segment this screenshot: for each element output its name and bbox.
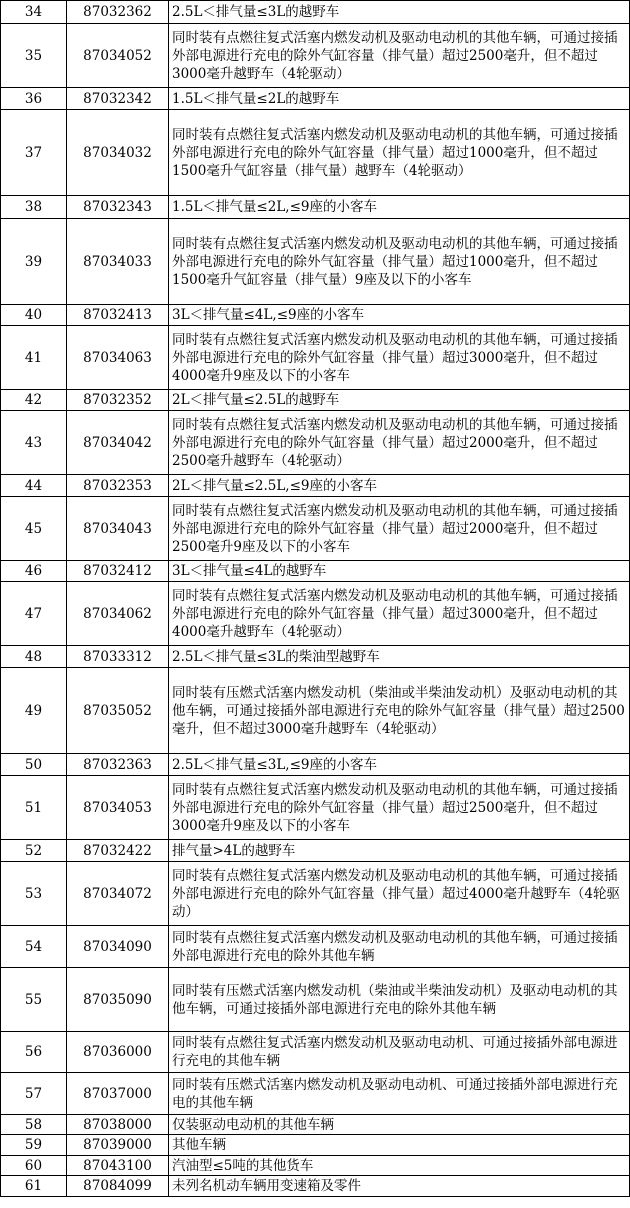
row-number-cell: 48 bbox=[1, 646, 67, 668]
description-cell: 3L＜排气量≤4L的越野车 bbox=[169, 561, 630, 582]
table-row bbox=[1, 411, 630, 475]
table-row bbox=[1, 668, 630, 754]
description-cell: 同时装有点燃往复式活塞内燃发动机及驱动电动机的其他车辆，可通过接插外部电源进行充电的除外气缸容量（排气量）超过2500毫升，但不超过3000毫升越野车（4轮驱动） bbox=[169, 24, 630, 88]
row-number-cell: 45 bbox=[1, 497, 67, 561]
description-cell: 2L＜排气量≤2.5L,≤9座的小客车 bbox=[169, 475, 630, 497]
description-cell: 同时装有点燃往复式活塞内燃发动机及驱动电动机的其他车辆，可通过接插外部电源进行充电的除外气缸容量（排气量）超过4000毫升越野车（4轮驱动） bbox=[169, 862, 630, 926]
tariff-code-cell: 87039000 bbox=[67, 1135, 169, 1156]
tariff-code-cell: 87032342 bbox=[67, 88, 169, 110]
table-row bbox=[1, 561, 630, 582]
tariff-code-cell: 87035090 bbox=[67, 968, 169, 1032]
tariff-code-cell: 87037000 bbox=[67, 1073, 169, 1115]
tariff-code-cell: 87032363 bbox=[67, 754, 169, 776]
tariff-code-cell: 87034053 bbox=[67, 776, 169, 840]
description-cell: 同时装有点燃往复式活塞内燃发动机及驱动电动机的其他车辆，可通过接插外部电源进行充电的除外气缸容量（排气量）超过2000毫升，但不超过2500毫升9座及以下的小客车 bbox=[169, 497, 630, 561]
tariff-code-cell: 87034043 bbox=[67, 497, 169, 561]
tariff-code-cell: 87034062 bbox=[67, 582, 169, 646]
row-number-cell: 50 bbox=[1, 754, 67, 776]
table-row bbox=[1, 646, 630, 668]
row-number-cell: 52 bbox=[1, 840, 67, 862]
description-cell: 1.5L＜排气量≤2L,≤9座的小客车 bbox=[169, 196, 630, 219]
table-row bbox=[1, 110, 630, 196]
tariff-code-cell: 87036000 bbox=[67, 1032, 169, 1073]
tariff-code-cell: 87034042 bbox=[67, 411, 169, 475]
description-cell: 3L＜排气量≤4L,≤9座的小客车 bbox=[169, 305, 630, 326]
row-number-cell: 56 bbox=[1, 1032, 67, 1073]
tariff-code-cell: 87034052 bbox=[67, 24, 169, 88]
description-cell: 排气量>4L的越野车 bbox=[169, 840, 630, 862]
row-number-cell: 57 bbox=[1, 1073, 67, 1115]
row-number-cell: 60 bbox=[1, 1156, 67, 1176]
tariff-code-cell: 87034033 bbox=[67, 219, 169, 305]
row-number-cell: 44 bbox=[1, 475, 67, 497]
table-row bbox=[1, 754, 630, 776]
row-number-cell: 38 bbox=[1, 196, 67, 219]
table-row bbox=[1, 326, 630, 390]
description-cell: 同时装有点燃往复式活塞内燃发动机及驱动电动机的其他车辆，可通过接插外部电源进行充电的除外气缸容量（排气量）超过3000毫升，但不超过4000毫升越野车（4轮驱动） bbox=[169, 582, 630, 646]
description-cell: 同时装有点燃往复式活塞内燃发动机及驱动电动机的其他车辆，可通过接插外部电源进行充电的除外气缸容量（排气量）超过2500毫升，但不超过3000毫升9座及以下的小客车 bbox=[169, 776, 630, 840]
description-cell: 同时装有压燃式活塞内燃发动机（柴油或半柴油发动机）及驱动电动机的其他车辆，可通过接插外部电源进行充电的除外其他车辆 bbox=[169, 968, 630, 1032]
tariff-code-cell: 87032422 bbox=[67, 840, 169, 862]
description-cell: 2.5L＜排气量≤3L的越野车 bbox=[169, 1, 630, 24]
table-row bbox=[1, 1115, 630, 1135]
table-row bbox=[1, 1032, 630, 1073]
table-row bbox=[1, 305, 630, 326]
row-number-cell: 35 bbox=[1, 24, 67, 88]
table-row bbox=[1, 390, 630, 411]
table-row bbox=[1, 1, 630, 24]
table-row bbox=[1, 1156, 630, 1176]
description-cell: 仅装驱动电动机的其他车辆 bbox=[169, 1115, 630, 1135]
description-cell: 同时装有点燃往复式活塞内燃发动机及驱动电动机的其他车辆，可通过接插外部电源进行充电的除外气缸容量（排气量）超过1000毫升，但不超过1500毫升气缸容量（排气量）越野车（4轮驱动） bbox=[169, 110, 630, 196]
table-row bbox=[1, 88, 630, 110]
description-cell: 未列名机动车辆用变速箱及零件 bbox=[169, 1176, 630, 1197]
tariff-code-cell: 87032353 bbox=[67, 475, 169, 497]
description-cell: 其他车辆 bbox=[169, 1135, 630, 1156]
table-row bbox=[1, 776, 630, 840]
row-number-cell: 54 bbox=[1, 926, 67, 968]
row-number-cell: 58 bbox=[1, 1115, 67, 1135]
table-row bbox=[1, 1176, 630, 1197]
row-number-cell: 39 bbox=[1, 219, 67, 305]
tariff-code-cell: 87038000 bbox=[67, 1115, 169, 1135]
tariff-code-cell: 87032413 bbox=[67, 305, 169, 326]
table-row bbox=[1, 24, 630, 88]
table-row bbox=[1, 862, 630, 926]
description-cell: 同时装有压燃式活塞内燃发动机（柴油或半柴油发动机）及驱动电动机的其他车辆，可通过接插外部电源进行充电的除外气缸容量（排气量）超过2500毫升，但不超过3000毫升越野车（4轮驱动） bbox=[169, 668, 630, 754]
tariff-code-cell: 87084099 bbox=[67, 1176, 169, 1197]
description-cell: 同时装有点燃往复式活塞内燃发动机及驱动电动机的其他车辆，可通过接插外部电源进行充电的除外气缸容量（排气量）超过3000毫升，但不超过4000毫升9座及以下的小客车 bbox=[169, 326, 630, 390]
description-cell: 同时装有点燃往复式活塞内燃发动机及驱动电动机的其他车辆，可通过接插外部电源进行充电的除外其他车辆 bbox=[169, 926, 630, 968]
description-cell: 同时装有点燃往复式活塞内燃发动机及驱动电动机的其他车辆，可通过接插外部电源进行充电的除外气缸容量（排气量）超过2000毫升，但不超过2500毫升越野车（4轮驱动） bbox=[169, 411, 630, 475]
description-cell: 2.5L＜排气量≤3L,≤9座的小客车 bbox=[169, 754, 630, 776]
tariff-code-cell: 87043100 bbox=[67, 1156, 169, 1176]
description-cell: 同时装有点燃往复式活塞内燃发动机及驱动电动机、可通过接插外部电源进行充电的其他车辆 bbox=[169, 1032, 630, 1073]
description-cell: 汽油型≤5吨的其他货车 bbox=[169, 1156, 630, 1176]
description-cell: 1.5L＜排气量≤2L的越野车 bbox=[169, 88, 630, 110]
table-row bbox=[1, 219, 630, 305]
table-row bbox=[1, 1135, 630, 1156]
row-number-cell: 40 bbox=[1, 305, 67, 326]
row-number-cell: 37 bbox=[1, 110, 67, 196]
table-row bbox=[1, 582, 630, 646]
row-number-cell: 34 bbox=[1, 1, 67, 24]
table-row bbox=[1, 840, 630, 862]
row-number-cell: 55 bbox=[1, 968, 67, 1032]
row-number-cell: 49 bbox=[1, 668, 67, 754]
table-row bbox=[1, 926, 630, 968]
description-cell: 2.5L＜排气量≤3L的柴油型越野车 bbox=[169, 646, 630, 668]
tariff-code-cell: 87034063 bbox=[67, 326, 169, 390]
tariff-code-cell: 87032362 bbox=[67, 1, 169, 24]
row-number-cell: 51 bbox=[1, 776, 67, 840]
tariff-code-cell: 87032343 bbox=[67, 196, 169, 219]
row-number-cell: 53 bbox=[1, 862, 67, 926]
table-row bbox=[1, 475, 630, 497]
tariff-code-cell: 87032352 bbox=[67, 390, 169, 411]
row-number-cell: 46 bbox=[1, 561, 67, 582]
tariff-code-cell: 87034090 bbox=[67, 926, 169, 968]
row-number-cell: 43 bbox=[1, 411, 67, 475]
description-cell: 2L＜排气量≤2.5L的越野车 bbox=[169, 390, 630, 411]
tariff-code-cell: 87034032 bbox=[67, 110, 169, 196]
tariff-code-cell: 87034072 bbox=[67, 862, 169, 926]
row-number-cell: 42 bbox=[1, 390, 67, 411]
description-cell: 同时装有点燃往复式活塞内燃发动机及驱动电动机的其他车辆，可通过接插外部电源进行充电的除外气缸容量（排气量）超过1000毫升，但不超过1500毫升气缸容量（排气量）9座及以下的小客车 bbox=[169, 219, 630, 305]
table-row bbox=[1, 968, 630, 1032]
tariff-code-cell: 87035052 bbox=[67, 668, 169, 754]
row-number-cell: 36 bbox=[1, 88, 67, 110]
table-body bbox=[1, 1, 630, 1197]
row-number-cell: 41 bbox=[1, 326, 67, 390]
row-number-cell: 59 bbox=[1, 1135, 67, 1156]
tariff-code-cell: 87033312 bbox=[67, 646, 169, 668]
row-number-cell: 61 bbox=[1, 1176, 67, 1197]
table-row bbox=[1, 1073, 630, 1115]
description-cell: 同时装有压燃式活塞内燃发动机及驱动电动机、可通过接插外部电源进行充电的其他车辆 bbox=[169, 1073, 630, 1115]
row-number-cell: 47 bbox=[1, 582, 67, 646]
tariff-code-cell: 87032412 bbox=[67, 561, 169, 582]
table-row bbox=[1, 497, 630, 561]
table-row bbox=[1, 196, 630, 219]
